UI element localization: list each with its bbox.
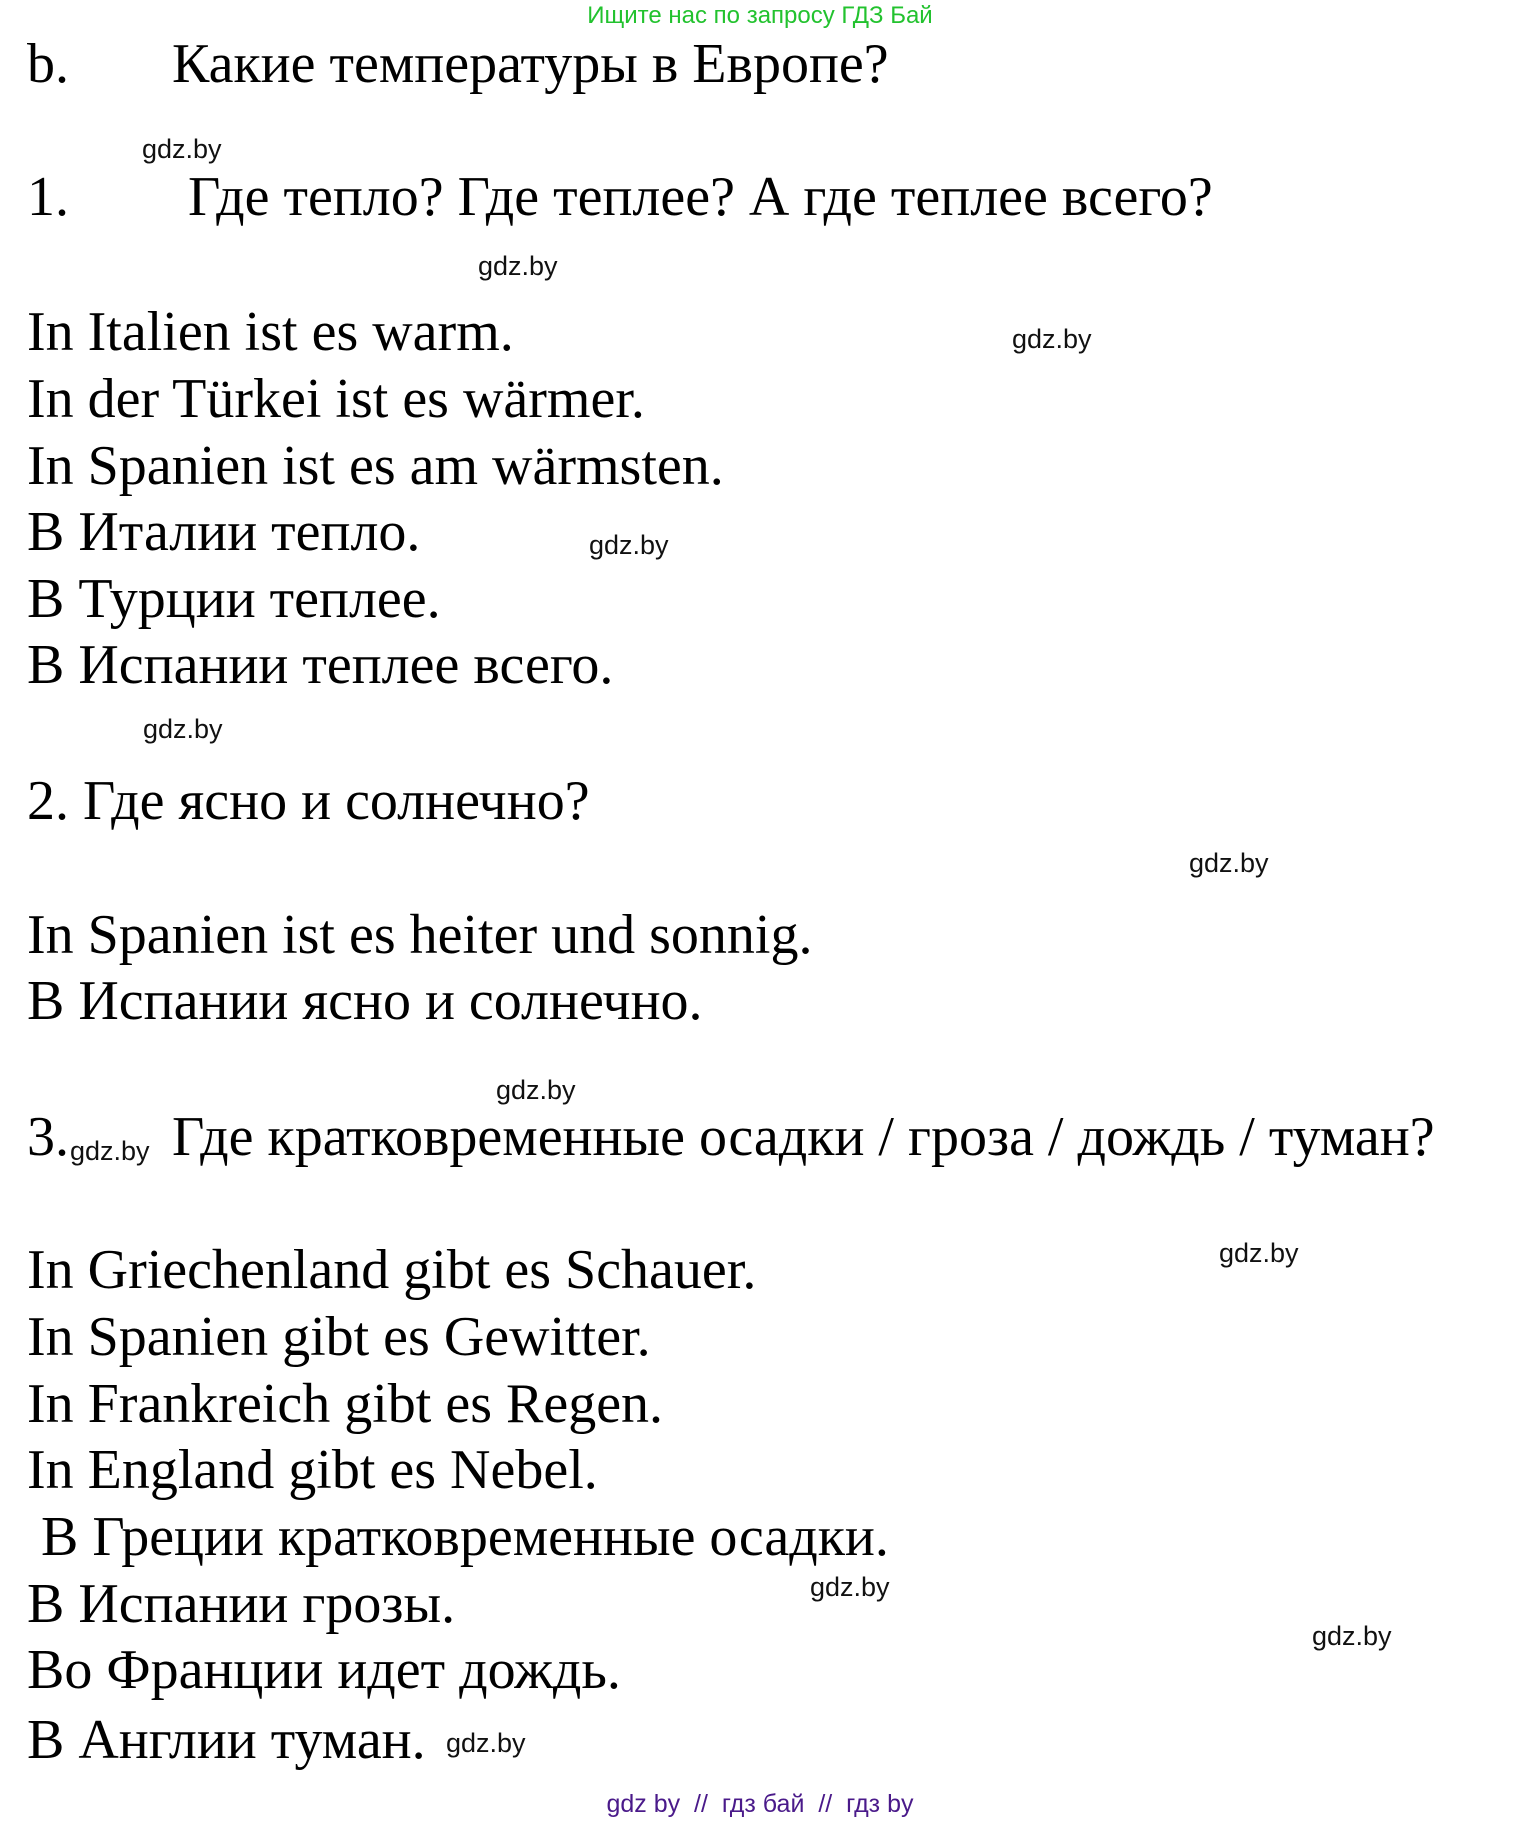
question-2-text: 2. Где ясно и солнечно? (27, 770, 590, 832)
answer-line: In Spanien ist es am wärmsten. (27, 435, 724, 497)
answer-line: В Италии тепло. (27, 501, 421, 563)
watermark: gdz.by (1012, 324, 1092, 354)
answer-line: In Griechenland gibt es Schauer. (27, 1239, 757, 1301)
question-1-marker: 1. (27, 166, 69, 228)
question-3-text: Где кратковременные осадки / гроза / дождь / туман? (172, 1106, 1435, 1168)
watermark: gdz.by (446, 1728, 526, 1758)
answer-line: In der Türkei ist es wärmer. (27, 368, 645, 430)
answer-line: В Испании грозы. (27, 1573, 456, 1635)
question-3-marker: 3. (27, 1106, 69, 1168)
answer-line: In Italien ist es warm. (27, 301, 514, 363)
watermark: gdz.by (478, 251, 558, 281)
section-title: Какие температуры в Европе? (172, 33, 889, 95)
watermark: gdz.by (70, 1136, 150, 1166)
answer-line: В Испании ясно и солнечно. (27, 970, 703, 1032)
answer-line: In Frankreich gibt es Regen. (27, 1373, 664, 1435)
watermark: gdz.by (496, 1075, 576, 1105)
answer-line: В Испании теплее всего. (27, 634, 614, 696)
header-banner[interactable]: Ищите нас по запросу ГДЗ Бай (587, 2, 933, 29)
watermark: gdz.by (589, 530, 669, 560)
footer-text[interactable]: gdz by // гдз бай // гдз by (606, 1790, 914, 1818)
answer-line: В Турции теплее. (27, 568, 441, 630)
answer-line: In Spanien ist es heiter und sonnig. (27, 904, 813, 966)
footer-banner[interactable] (0, 1790, 1520, 1818)
section-marker: b. (27, 33, 69, 95)
watermark: gdz.by (142, 134, 222, 164)
answer-line: In Spanien gibt es Gewitter. (27, 1306, 651, 1368)
answer-line: В Англии туман. (27, 1709, 426, 1771)
watermark: gdz.by (1189, 848, 1269, 878)
watermark: gdz.by (1219, 1238, 1299, 1268)
question-1-text: Где тепло? Где теплее? А где теплее всего? (188, 166, 1213, 228)
answer-line: In England gibt es Nebel. (27, 1439, 598, 1501)
watermark: gdz.by (1312, 1621, 1392, 1651)
answer-line: В Греции кратковременные осадки. (27, 1506, 889, 1568)
answer-line: Во Франции идет дождь. (27, 1639, 621, 1701)
watermark: gdz.by (143, 714, 223, 744)
watermark: gdz.by (810, 1572, 890, 1602)
